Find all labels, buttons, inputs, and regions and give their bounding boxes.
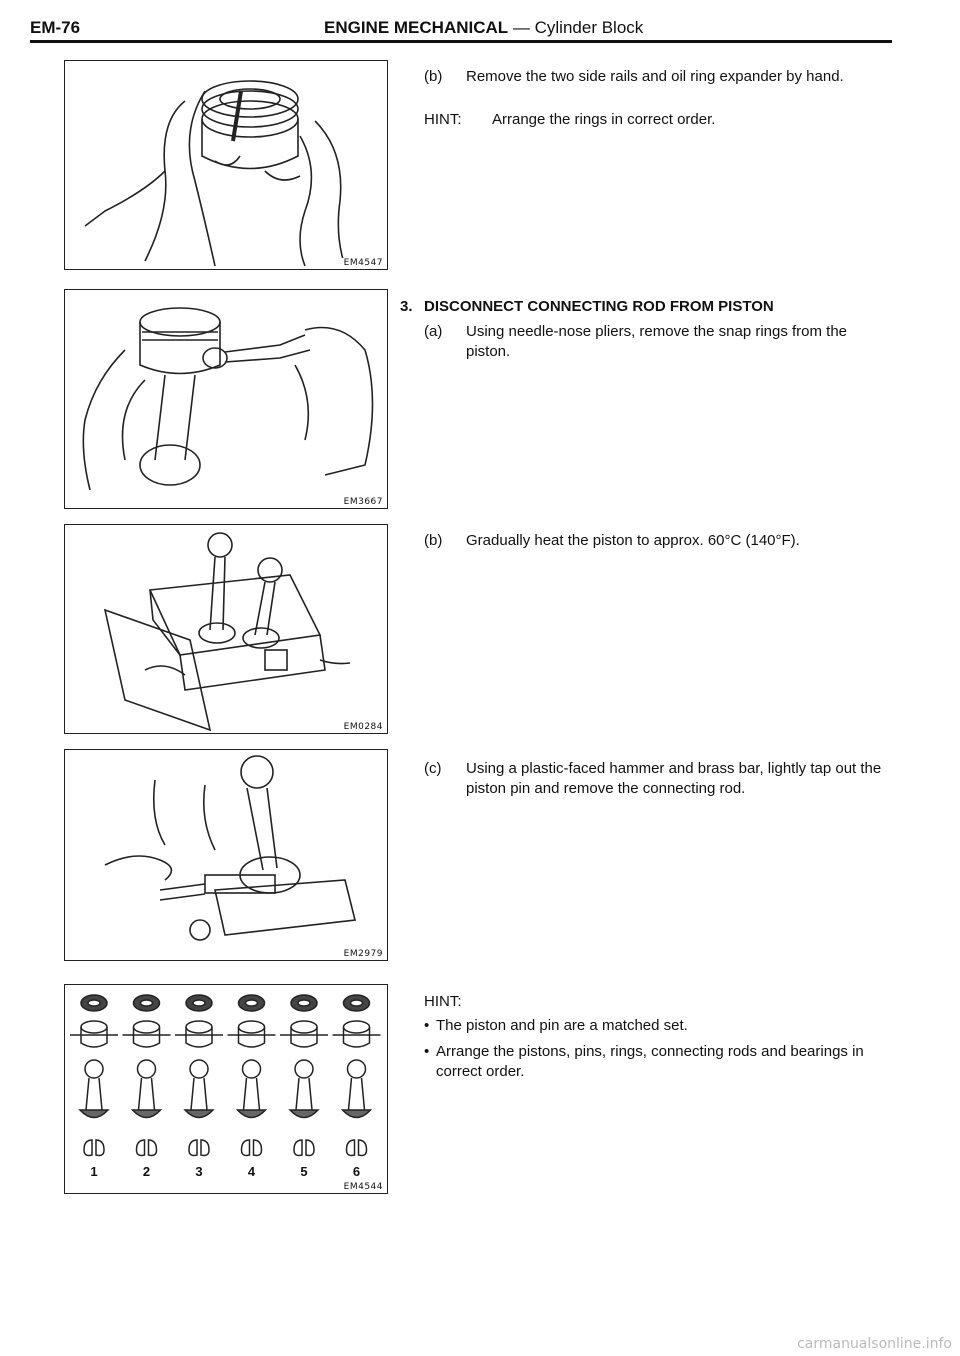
rod-small-end-icon bbox=[190, 1060, 208, 1078]
step-label: (b) bbox=[424, 532, 443, 549]
bearing-icon bbox=[189, 1140, 197, 1155]
figure-code: EM3667 bbox=[343, 497, 383, 507]
bearing-icon bbox=[359, 1140, 367, 1155]
ring-center-icon bbox=[141, 1000, 153, 1006]
pin-removal-illustration bbox=[65, 750, 386, 959]
piston-icon bbox=[344, 1027, 370, 1047]
rod-beam-icon bbox=[191, 1078, 207, 1110]
header-title bbox=[324, 18, 643, 38]
snap-ring-illustration bbox=[65, 290, 386, 507]
rod-small-end-icon bbox=[295, 1060, 313, 1078]
part-set bbox=[280, 995, 328, 1155]
step-label: (b) bbox=[424, 68, 443, 85]
rod-beam-icon bbox=[349, 1078, 365, 1110]
part-set-number: 6 bbox=[352, 1164, 361, 1179]
figure-snap-ring bbox=[64, 289, 388, 509]
bearing-icon bbox=[201, 1140, 209, 1155]
ring-removal-illustration bbox=[65, 61, 386, 268]
piston-top-icon bbox=[291, 1021, 317, 1033]
hint-bullet: • Arrange the pistons, pins, rings, connecting rods and bearings in correct order. bbox=[424, 1042, 894, 1082]
figure-code: EM2979 bbox=[343, 949, 383, 959]
rod-small-end-icon bbox=[138, 1060, 156, 1078]
rod-big-end-icon bbox=[238, 1110, 266, 1118]
piston-top-icon bbox=[134, 1021, 160, 1033]
part-set bbox=[70, 995, 118, 1155]
rod-small-end-icon bbox=[243, 1060, 261, 1078]
rod-big-end-icon bbox=[290, 1110, 318, 1118]
parts-order-illustration bbox=[65, 985, 386, 1192]
step-body: Using needle-nose pliers, remove the snap rings from the piston. bbox=[466, 323, 848, 360]
figure-ring-removal bbox=[64, 60, 388, 270]
watermark: carmanualsonline.info bbox=[797, 1336, 952, 1352]
rod-beam-icon bbox=[244, 1078, 260, 1110]
step-label: (c) bbox=[424, 760, 442, 777]
step-title: DISCONNECT CONNECTING ROD FROM PISTON bbox=[424, 298, 774, 315]
hint-matched-set bbox=[424, 992, 894, 1082]
ring-center-icon bbox=[193, 1000, 205, 1006]
bearing-icon bbox=[294, 1140, 302, 1155]
part-set bbox=[228, 995, 276, 1155]
bearing-icon bbox=[84, 1140, 92, 1155]
step-label: (a) bbox=[424, 323, 443, 340]
rod-big-end-icon bbox=[133, 1110, 161, 1118]
part-set-number: 3 bbox=[195, 1164, 203, 1179]
piston-top-icon bbox=[186, 1021, 212, 1033]
section-title: ENGINE MECHANICAL bbox=[324, 18, 509, 37]
rod-beam-icon bbox=[139, 1078, 155, 1110]
piston-icon bbox=[186, 1027, 212, 1047]
figure-pin-removal bbox=[64, 749, 388, 961]
piston-heater-illustration bbox=[65, 525, 386, 732]
bearing-icon bbox=[137, 1140, 145, 1155]
part-set-number: 5 bbox=[300, 1164, 308, 1179]
step-number: 3. bbox=[400, 298, 413, 315]
rod-beam-icon bbox=[296, 1078, 312, 1110]
step-body: Remove the two side rails and oil ring expander by hand. bbox=[466, 68, 844, 85]
header-rule bbox=[30, 40, 892, 43]
hint-bullet: • The piston and pin are a matched set. bbox=[424, 1016, 894, 1036]
part-set bbox=[333, 995, 381, 1155]
bearing-icon bbox=[347, 1140, 355, 1155]
figure-code: EM4544 bbox=[343, 1182, 383, 1192]
rod-small-end-icon bbox=[85, 1060, 103, 1078]
subsection-title: Cylinder Block bbox=[534, 18, 644, 37]
piston-icon bbox=[239, 1027, 265, 1047]
bearing-icon bbox=[96, 1140, 104, 1155]
figure-piston-heater bbox=[64, 524, 388, 734]
rod-big-end-icon bbox=[80, 1110, 108, 1118]
bearing-icon bbox=[242, 1140, 250, 1155]
step-body: Using a plastic-faced hammer and brass bar, lightly tap out the piston pin and remove the connecting rod. bbox=[466, 760, 882, 797]
title-separator: — bbox=[508, 18, 535, 37]
part-set-number: 1 bbox=[90, 1164, 98, 1179]
part-set bbox=[175, 995, 223, 1155]
rod-small-end-icon bbox=[348, 1060, 366, 1078]
piston-icon bbox=[291, 1027, 317, 1047]
hint-body: Arrange the rings in correct order. bbox=[492, 111, 716, 128]
page-number: EM-76 bbox=[30, 18, 81, 37]
figure-code: EM4547 bbox=[343, 258, 383, 268]
part-set-number: 4 bbox=[247, 1164, 256, 1179]
figure-parts-order bbox=[64, 984, 388, 1194]
ring-center-icon bbox=[298, 1000, 310, 1006]
bearing-icon bbox=[254, 1140, 262, 1155]
ring-center-icon bbox=[351, 1000, 363, 1006]
hint-label: HINT: bbox=[424, 993, 462, 1010]
piston-icon bbox=[81, 1027, 107, 1047]
piston-top-icon bbox=[81, 1021, 107, 1033]
piston-icon bbox=[134, 1027, 160, 1047]
rod-big-end-icon bbox=[185, 1110, 213, 1118]
piston-top-icon bbox=[344, 1021, 370, 1033]
rod-beam-icon bbox=[86, 1078, 102, 1110]
ring-center-icon bbox=[88, 1000, 100, 1006]
hint-label: HINT: bbox=[424, 111, 462, 128]
piston-top-icon bbox=[239, 1021, 265, 1033]
bearing-icon bbox=[306, 1140, 314, 1155]
rod-big-end-icon bbox=[343, 1110, 371, 1118]
bearing-icon bbox=[149, 1140, 157, 1155]
step-body: Gradually heat the piston to approx. 60°C (140°F). bbox=[466, 532, 800, 549]
part-set-number: 2 bbox=[142, 1164, 151, 1179]
figure-code: EM0284 bbox=[343, 722, 383, 732]
page-header bbox=[30, 16, 892, 42]
ring-center-icon bbox=[246, 1000, 258, 1006]
part-set bbox=[123, 995, 171, 1155]
